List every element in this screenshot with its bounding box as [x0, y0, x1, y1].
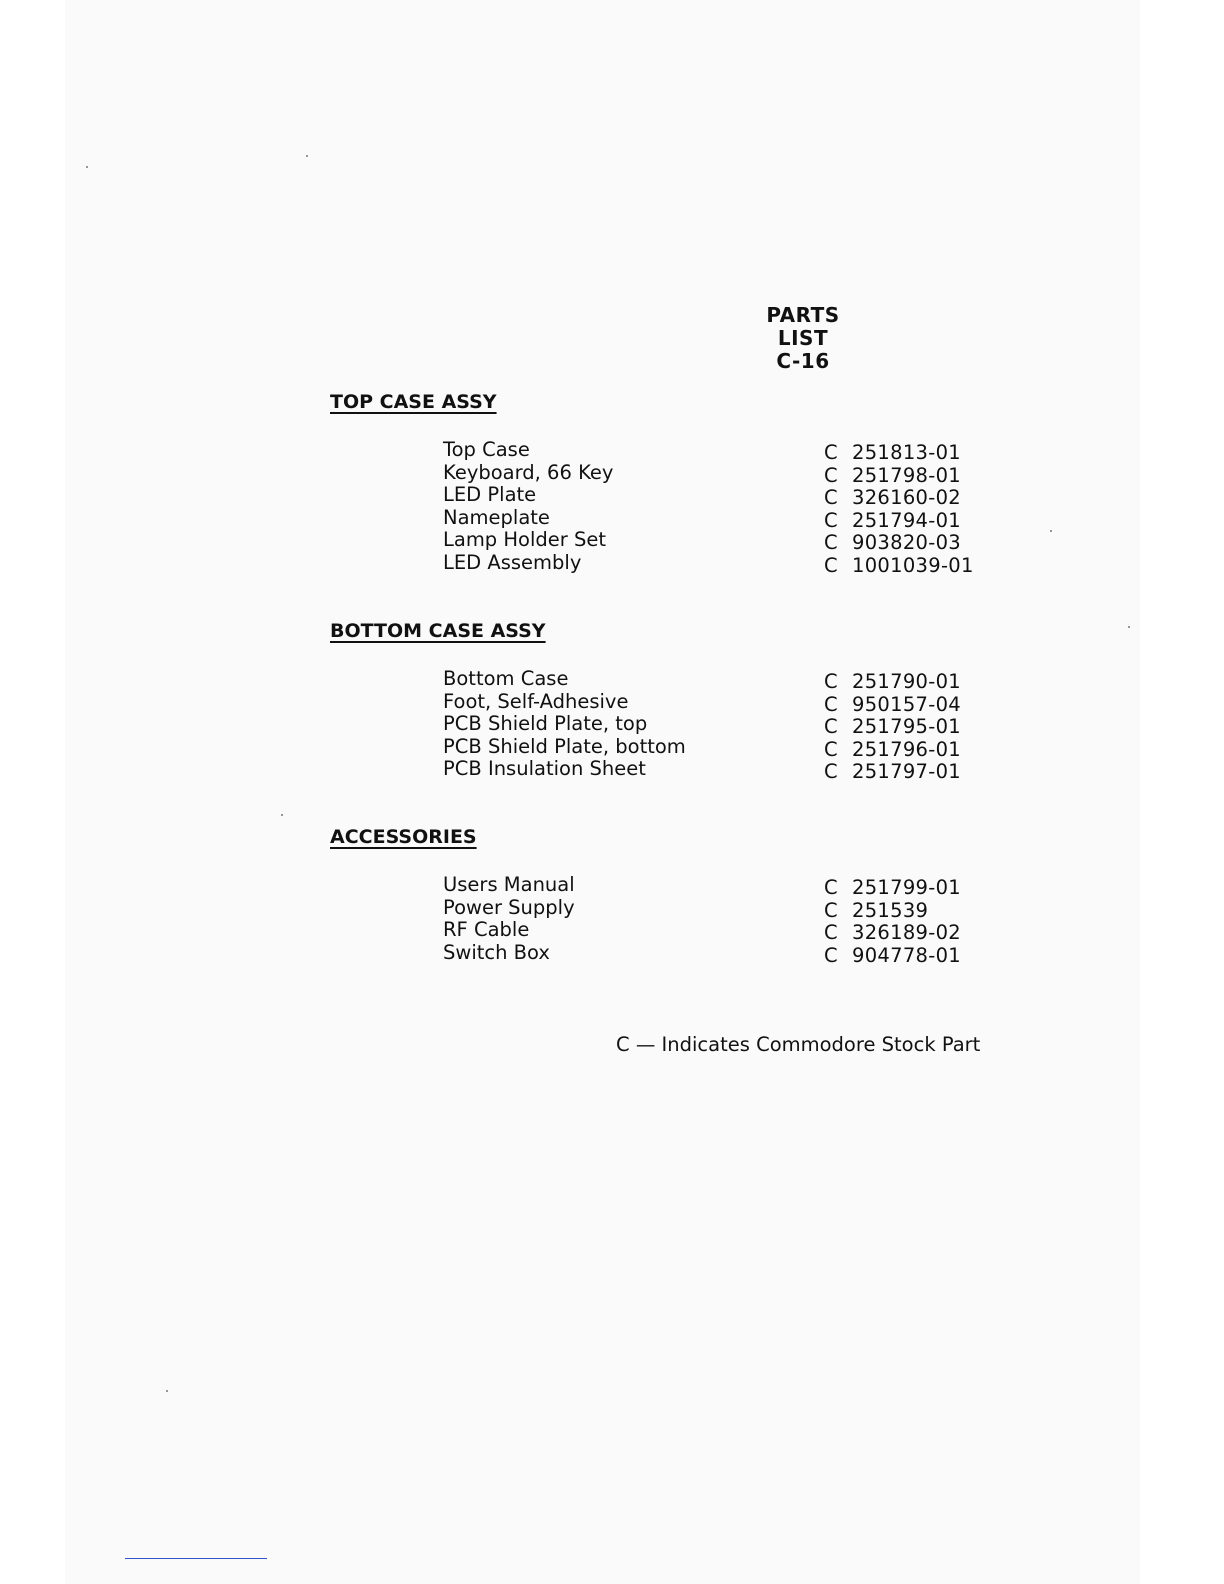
- part-row: [330, 552, 990, 575]
- part-row: [330, 918, 990, 945]
- title-line-1: PARTS LIST: [766, 303, 840, 350]
- scan-speck: [306, 155, 308, 157]
- scan-speck: [1050, 530, 1052, 532]
- part-name: Power Supply: [443, 895, 575, 919]
- part-code: C: [824, 553, 838, 577]
- part-name: Bottom Case: [443, 667, 569, 690]
- part-code: C: [824, 898, 838, 922]
- part-code: C: [824, 760, 838, 784]
- section-heading: BOTTOM CASE ASSY: [330, 620, 546, 642]
- part-number: 326189-02: [852, 921, 961, 945]
- part-code: C: [824, 463, 838, 487]
- scan-speck: [166, 1390, 168, 1392]
- part-name: Lamp Holder Set: [443, 528, 607, 552]
- part-row: [330, 712, 990, 739]
- title-line-2: C-16: [776, 349, 830, 373]
- scan-speck: [281, 814, 283, 816]
- part-name: RF Cable: [443, 918, 530, 942]
- part-code: C: [824, 670, 838, 693]
- part-code: C: [824, 508, 838, 532]
- scan-speck: [86, 166, 88, 168]
- document-page: [65, 0, 1140, 1584]
- part-number: 251796-01: [852, 737, 961, 761]
- part-code: C: [824, 441, 838, 464]
- part-row: [330, 736, 990, 759]
- section-accessories: [330, 826, 990, 967]
- part-number: 251813-01: [852, 441, 961, 464]
- part-number: 903820-03: [852, 531, 961, 555]
- part-number: 251797-01: [852, 760, 961, 784]
- part-row: [330, 897, 990, 920]
- part-name: Keyboard, 66 Key: [443, 460, 614, 484]
- part-row: [330, 507, 990, 530]
- scan-speck: [1128, 626, 1130, 628]
- part-code: C: [824, 876, 838, 899]
- part-name: Switch Box: [443, 940, 550, 964]
- part-number: 251539: [852, 898, 929, 922]
- part-name: LED Plate: [443, 483, 537, 507]
- part-row: [330, 462, 990, 485]
- footnote: C — Indicates Commodore Stock Part: [616, 1033, 981, 1056]
- part-number: 1001039-01: [852, 553, 974, 577]
- part-number: 904778-01: [852, 943, 961, 967]
- part-name: PCB Shield Plate, top: [443, 712, 648, 736]
- scan-artifact-line: [125, 1558, 267, 1559]
- part-row: [330, 691, 990, 714]
- part-name: Nameplate: [443, 505, 550, 529]
- part-number: 251795-01: [852, 715, 961, 739]
- part-name: LED Assembly: [443, 550, 582, 574]
- part-code: C: [824, 531, 838, 555]
- part-code: C: [824, 921, 838, 945]
- part-name: PCB Shield Plate, bottom: [443, 734, 686, 758]
- part-row: [330, 942, 990, 965]
- part-number: 251790-01: [852, 670, 961, 693]
- section-top-case-assy: [330, 391, 990, 575]
- part-number: 950157-04: [852, 692, 961, 716]
- section-heading: TOP CASE ASSY: [330, 391, 497, 413]
- part-code: C: [824, 486, 838, 510]
- part-row: [330, 668, 990, 691]
- part-code: C: [824, 943, 838, 967]
- page-title: [738, 304, 868, 373]
- part-code: C: [824, 715, 838, 739]
- part-name: Foot, Self-Adhesive: [443, 689, 629, 713]
- part-name: PCB Insulation Sheet: [443, 757, 646, 781]
- parts-list: [330, 667, 990, 784]
- part-row: [330, 483, 990, 510]
- part-row: [330, 528, 990, 555]
- part-row: [330, 439, 990, 462]
- part-number: 251798-01: [852, 463, 961, 487]
- part-number: 326160-02: [852, 486, 961, 510]
- part-code: C: [824, 737, 838, 761]
- part-name: Users Manual: [443, 873, 575, 896]
- part-number: 251794-01: [852, 508, 961, 532]
- section-bottom-case-assy: [330, 620, 990, 784]
- section-heading: ACCESSORIES: [330, 826, 477, 848]
- part-code: C: [824, 692, 838, 716]
- part-row: [330, 874, 990, 897]
- part-name: Top Case: [443, 438, 530, 461]
- part-row: [330, 757, 990, 784]
- part-number: 251799-01: [852, 876, 961, 899]
- parts-list: [330, 439, 990, 575]
- parts-list: [330, 873, 990, 967]
